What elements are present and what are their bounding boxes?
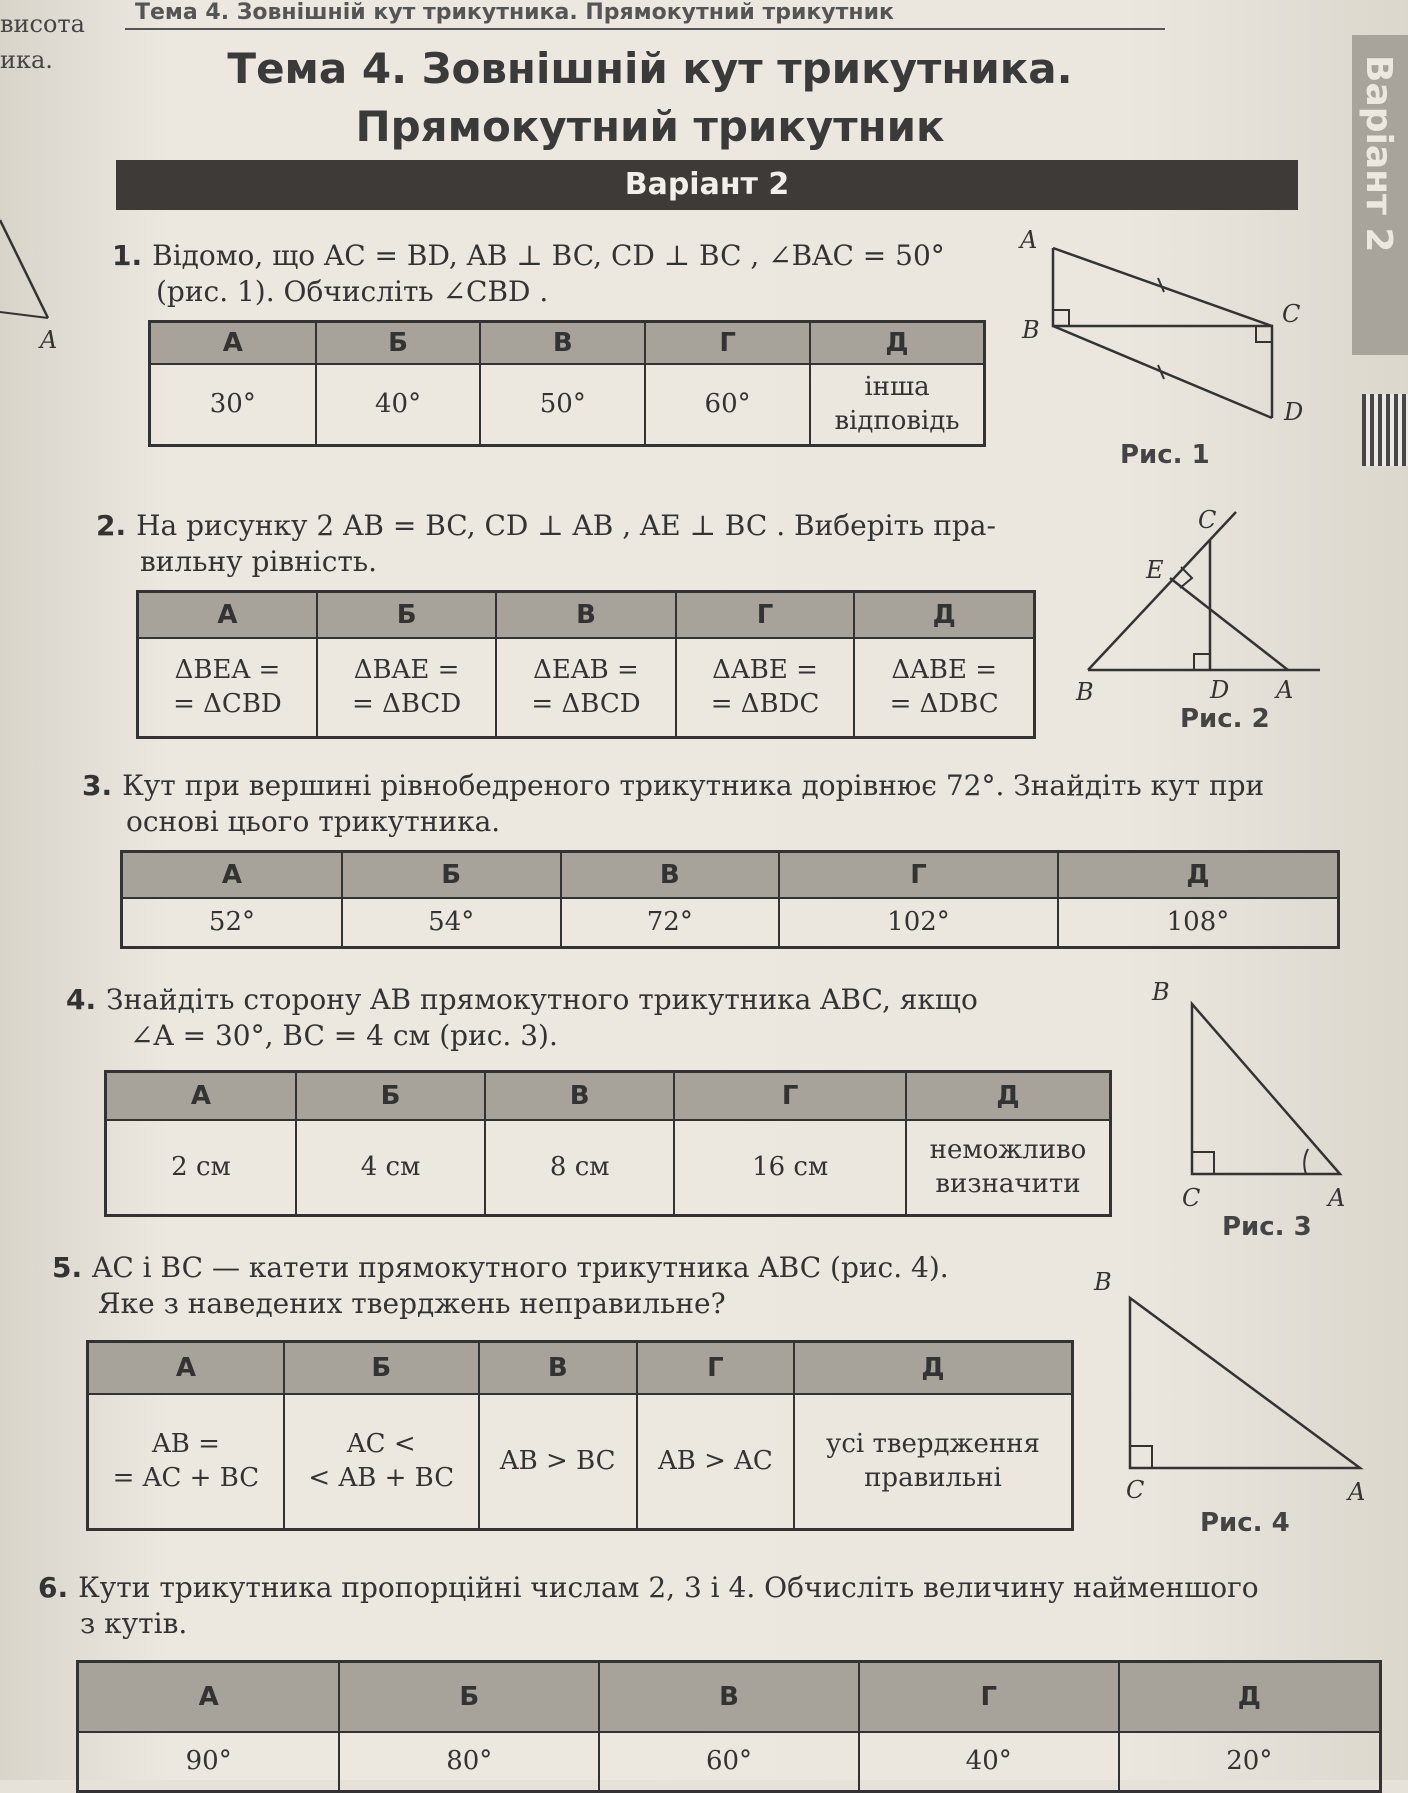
margin-letter: A	[40, 326, 58, 354]
q5-letter-b: Б	[284, 1342, 479, 1394]
fig3-label-c: C	[1182, 1184, 1201, 1212]
question-1	[112, 238, 1012, 310]
q2-option-d[interactable]	[854, 638, 1034, 738]
question-4-number: 4.	[66, 983, 97, 1016]
q2-option-h[interactable]	[676, 638, 855, 738]
fig3-label-a: A	[1328, 1184, 1346, 1212]
q5-letter-v: В	[479, 1342, 637, 1394]
q3-option-v[interactable]: 72°	[561, 898, 780, 948]
title-line-1: Тема 4. Зовнішній кут трикутника.	[227, 44, 1073, 93]
q2-option-b-line-1: ΔBAE =	[353, 655, 460, 686]
q2-option-b[interactable]	[317, 638, 496, 738]
q3-letter-a: А	[122, 852, 342, 898]
fig2-label-e: E	[1146, 556, 1164, 584]
figure-2	[1070, 500, 1340, 706]
q1-option-v[interactable]: 50°	[480, 364, 645, 446]
fig3-label-b: B	[1152, 978, 1170, 1006]
q4-option-d[interactable]: неможливо визначити	[906, 1120, 1111, 1216]
question-3	[82, 768, 1342, 840]
q2-option-d-line-1: ΔABE =	[891, 655, 998, 686]
question-3-line-1: Кут при вершині рівнобедреного трикутника дорівнює 72°. Знайдіть кут при	[122, 769, 1265, 802]
q5-option-d-line-2: правильні	[864, 1463, 1002, 1494]
q5-option-a-line-1: AB =	[151, 1429, 220, 1460]
q2-option-h-line-2: = ΔBDC	[710, 689, 820, 720]
question-6	[38, 1570, 1378, 1642]
margin-figure-fragment	[0, 200, 60, 354]
question-5	[52, 1250, 1102, 1322]
question-6-number: 6.	[38, 1571, 69, 1604]
q6-letter-v: В	[599, 1662, 859, 1732]
q6-option-v[interactable]: 60°	[599, 1732, 859, 1792]
q4-option-v[interactable]: 8 см	[485, 1120, 674, 1216]
question-6-line-2: з кутів.	[80, 1607, 188, 1640]
q4-letter-d: Д	[906, 1072, 1111, 1120]
fig2-label-c: C	[1198, 506, 1217, 534]
q3-option-d[interactable]: 108°	[1058, 898, 1339, 948]
question-4	[66, 982, 1126, 1054]
figure-1-caption: Рис. 1	[1120, 440, 1210, 470]
question-3-number: 3.	[82, 769, 113, 802]
question-2-line-2: вильну рівність.	[140, 545, 378, 578]
q1-letter-a: А	[150, 322, 316, 364]
question-5-options	[86, 1340, 1074, 1531]
q1-option-b[interactable]: 40°	[316, 364, 481, 446]
qr-code-icon	[1362, 394, 1408, 466]
q3-letter-v: В	[561, 852, 780, 898]
question-3-options	[120, 850, 1340, 949]
q2-letter-a: А	[138, 592, 317, 638]
q5-letter-d: Д	[794, 1342, 1073, 1394]
question-1-line-2: (рис. 1). Обчисліть ∠CBD .	[156, 275, 549, 308]
question-6-options	[76, 1660, 1382, 1793]
question-5-line-2: Яке з наведених тверджень неправильне?	[98, 1287, 726, 1320]
question-4-line-2: ∠A = 30°, BC = 4 см (рис. 3).	[130, 1019, 558, 1052]
q6-letter-h: Г	[859, 1662, 1119, 1732]
q2-option-a-line-1: ΔBEA =	[174, 655, 281, 686]
q2-letter-h: Г	[676, 592, 855, 638]
q5-letter-h: Г	[637, 1342, 794, 1394]
running-head-rule	[125, 28, 1165, 30]
q1-option-a[interactable]: 30°	[150, 364, 316, 446]
q5-option-a[interactable]	[88, 1394, 284, 1530]
margin-word-2: ика.	[0, 46, 53, 74]
q5-letter-a: А	[88, 1342, 284, 1394]
fig1-label-d: D	[1284, 398, 1304, 426]
q4-option-a[interactable]: 2 см	[106, 1120, 296, 1216]
q6-letter-a: А	[78, 1662, 340, 1732]
q2-option-v-line-1: ΔEAB =	[533, 655, 639, 686]
fig2-label-a: A	[1276, 676, 1294, 704]
running-head: Тема 4. Зовнішній кут трикутника. Прямокутний трикутник	[135, 0, 894, 25]
question-5-line-1: AC і BC — катети прямокутного трикутника ABC (рис. 4).	[92, 1251, 949, 1284]
figure-2-caption: Рис. 2	[1180, 704, 1270, 734]
q3-option-b[interactable]: 54°	[342, 898, 561, 948]
q5-option-d-line-1: усі твердження	[826, 1429, 1040, 1460]
q2-letter-v: В	[496, 592, 675, 638]
question-1-line-1: Відомо, що AC = BD, AB ⊥ BC, CD ⊥ BC , ∠BAC = 50°	[152, 239, 945, 272]
q1-letter-b: Б	[316, 322, 481, 364]
q6-option-b[interactable]: 80°	[339, 1732, 599, 1792]
fig4-label-b: B	[1094, 1268, 1112, 1296]
q1-letter-d: Д	[810, 322, 985, 364]
q4-option-b[interactable]: 4 см	[296, 1120, 485, 1216]
q5-option-h-line-1: AB > AC	[657, 1446, 773, 1477]
q3-option-h[interactable]: 102°	[779, 898, 1058, 948]
q6-letter-b: Б	[339, 1662, 599, 1732]
q2-letter-d: Д	[854, 592, 1034, 638]
q1-letter-v: В	[480, 322, 645, 364]
q5-option-b-line-1: AC <	[346, 1429, 416, 1460]
q6-option-a[interactable]: 90°	[78, 1732, 340, 1792]
question-3-line-2: основі цього трикутника.	[126, 805, 501, 838]
q5-option-b-line-2: < AB + BC	[308, 1463, 455, 1494]
q4-letter-a: А	[106, 1072, 296, 1120]
figure-3	[1150, 978, 1370, 1224]
q5-option-v-line-1: AB > BC	[499, 1446, 616, 1477]
fig4-label-a: A	[1348, 1478, 1366, 1506]
fig1-label-a: A	[1020, 226, 1038, 254]
fig1-label-b: B	[1022, 316, 1040, 344]
question-2-line-1: На рисунку 2 AB = BC, CD ⊥ AB , AE ⊥ BC . Виберіть пра-	[136, 509, 996, 542]
variant-banner: Варіант 2	[116, 160, 1298, 210]
fig2-label-d: D	[1210, 676, 1230, 704]
q6-letter-d: Д	[1119, 1662, 1381, 1732]
q2-option-d-line-2: = ΔDBC	[889, 689, 999, 720]
question-2	[96, 508, 1076, 580]
q2-option-v[interactable]	[496, 638, 675, 738]
q2-option-a[interactable]	[138, 638, 317, 738]
q4-letter-h: Г	[674, 1072, 906, 1120]
figure-4-caption: Рис. 4	[1200, 1508, 1290, 1538]
q1-option-h[interactable]: 60°	[645, 364, 810, 446]
q1-option-d[interactable]: інша відповідь	[810, 364, 985, 446]
question-1-number: 1.	[112, 239, 143, 272]
q3-letter-h: Г	[779, 852, 1058, 898]
q5-option-h[interactable]	[637, 1394, 794, 1530]
q1-letter-h: Г	[645, 322, 810, 364]
question-1-options	[148, 320, 986, 447]
q4-option-h[interactable]: 16 см	[674, 1120, 906, 1216]
q4-letter-b: Б	[296, 1072, 485, 1120]
variant-side-tab-label: Варіант 2	[1358, 55, 1399, 253]
q5-option-d[interactable]	[794, 1394, 1073, 1530]
question-5-number: 5.	[52, 1251, 83, 1284]
fig1-label-c: C	[1282, 300, 1301, 328]
figure-4	[1090, 1258, 1380, 1518]
question-2-number: 2.	[96, 509, 127, 542]
figure-3-caption: Рис. 3	[1222, 1212, 1312, 1242]
q2-letter-b: Б	[317, 592, 496, 638]
q3-letter-d: Д	[1058, 852, 1339, 898]
q4-letter-v: В	[485, 1072, 674, 1120]
fig4-label-c: C	[1126, 1476, 1145, 1504]
q2-option-h-line-1: ΔABE =	[712, 655, 818, 686]
fig2-label-b: B	[1076, 678, 1094, 706]
q6-option-h[interactable]: 40°	[859, 1732, 1119, 1792]
q3-letter-b: Б	[342, 852, 561, 898]
q2-option-v-line-2: = ΔBCD	[531, 689, 641, 720]
question-4-line-1: Знайдіть сторону AB прямокутного трикутника ABC, якщо	[106, 983, 978, 1016]
q2-option-b-line-2: = ΔBCD	[352, 689, 462, 720]
margin-word-1: висота	[0, 10, 85, 38]
q5-option-v[interactable]	[479, 1394, 637, 1530]
question-2-options	[136, 590, 1036, 739]
question-6-line-1: Кути трикутника пропорційні числам 2, 3 і 4. Обчисліть величину найменшого	[78, 1571, 1259, 1604]
q5-option-a-line-2: = AC + BC	[112, 1463, 260, 1494]
q6-option-d[interactable]: 20°	[1119, 1732, 1381, 1792]
q5-option-b[interactable]	[284, 1394, 479, 1530]
title-line-2: Прямокутний трикутник	[355, 102, 945, 151]
q2-option-a-line-2: = ΔCBD	[173, 689, 282, 720]
q3-option-a[interactable]: 52°	[122, 898, 342, 948]
question-4-options	[104, 1070, 1112, 1217]
page-title	[130, 40, 1170, 156]
variant-side-tab	[1352, 35, 1408, 355]
